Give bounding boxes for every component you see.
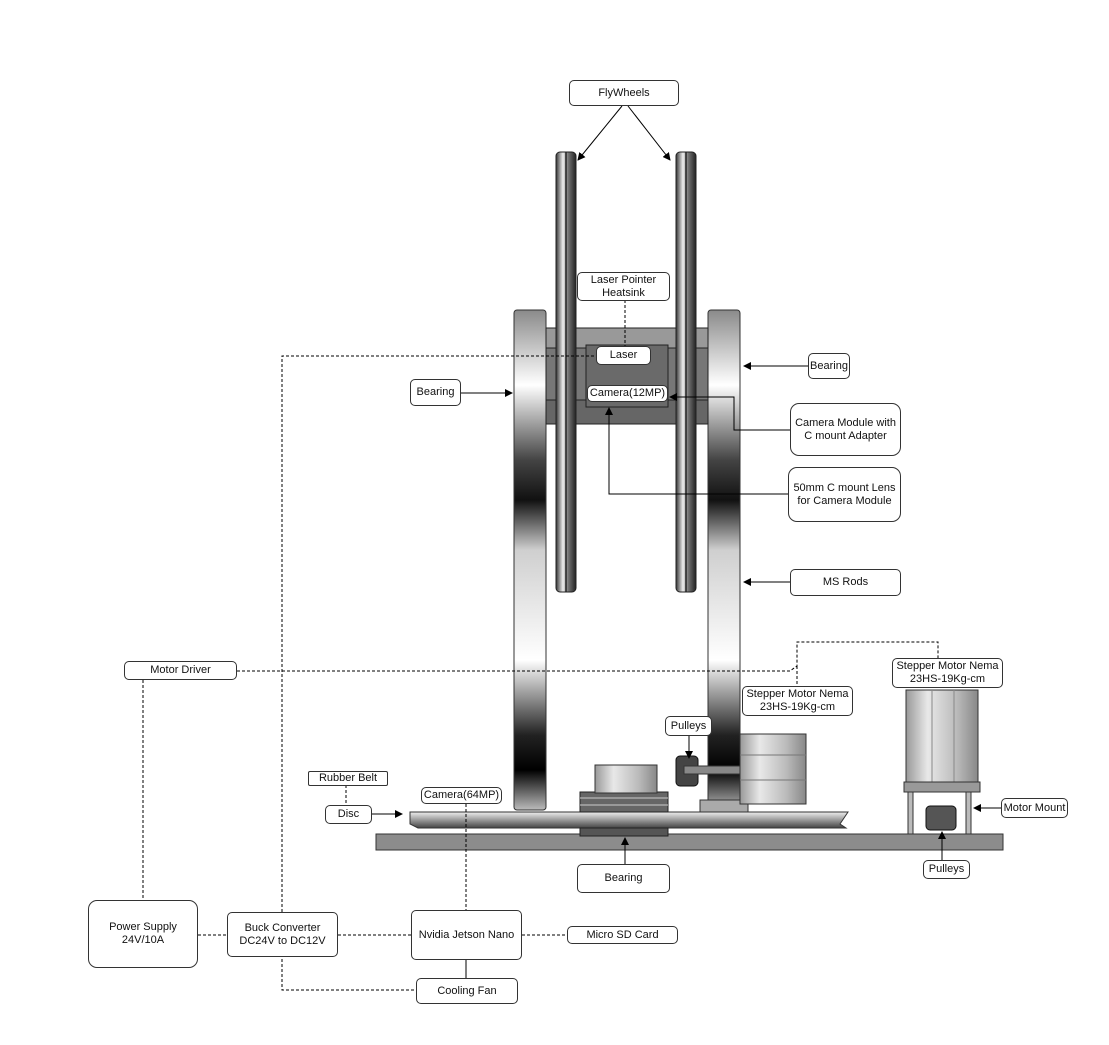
label-camera-64mp: Camera(64MP) xyxy=(421,787,502,804)
ms-rod-right xyxy=(708,310,740,810)
label-bearing-left: Bearing xyxy=(410,379,461,406)
label-cooling-fan: Cooling Fan xyxy=(416,978,518,1004)
label-laser: Laser xyxy=(596,346,651,365)
label-micro-sd-card: Micro SD Card xyxy=(567,926,678,944)
label-power-supply: Power Supply 24V/10A xyxy=(88,900,198,968)
base-plate xyxy=(376,834,1003,850)
label-stepper-motor-center: Stepper Motor Nema 23HS-19Kg-cm xyxy=(742,686,853,716)
label-bearing-right: Bearing xyxy=(808,353,850,379)
label-flywheels: FlyWheels xyxy=(569,80,679,106)
label-lens: 50mm C mount Lens for Camera Module xyxy=(788,467,901,522)
label-jetson-nano: Nvidia Jetson Nano xyxy=(411,910,522,960)
ms-rod-left xyxy=(514,310,546,810)
disc xyxy=(410,812,848,828)
label-pulleys-bottom: Pulleys xyxy=(923,860,970,879)
arrow-flywheels-right xyxy=(628,106,670,160)
label-motor-driver: Motor Driver xyxy=(124,661,237,680)
label-motor-mount: Motor Mount xyxy=(1001,798,1068,818)
arrow-flywheels-left xyxy=(578,106,622,160)
pulley-right xyxy=(926,806,956,830)
motor-mount-leg-right xyxy=(966,792,971,834)
label-laser-pointer-heatsink: Laser Pointer Heatsink xyxy=(577,272,670,301)
stepper-motor-right xyxy=(906,690,978,782)
label-stepper-motor-right: Stepper Motor Nema 23HS-19Kg-cm xyxy=(892,658,1003,688)
label-camera-module-adapter: Camera Module with C mount Adapter xyxy=(790,403,901,456)
label-buck-converter: Buck Converter DC24V to DC12V xyxy=(227,912,338,957)
line-motor-driver-steppers xyxy=(237,642,938,671)
label-pulleys-top: Pulleys xyxy=(665,716,712,736)
center-hub xyxy=(595,765,657,793)
motor-mount-leg-left xyxy=(908,792,913,834)
label-bearing-bottom: Bearing xyxy=(577,864,670,893)
label-disc: Disc xyxy=(325,805,372,824)
label-ms-rods: MS Rods xyxy=(790,569,901,596)
label-rubber-belt: Rubber Belt xyxy=(308,771,388,786)
disc-bearing xyxy=(580,828,668,836)
center-hub-stack xyxy=(580,792,668,812)
label-camera-12mp: Camera(12MP) xyxy=(587,385,668,402)
line-laser-cooling xyxy=(282,356,594,990)
stepper-motor-center xyxy=(740,734,806,804)
